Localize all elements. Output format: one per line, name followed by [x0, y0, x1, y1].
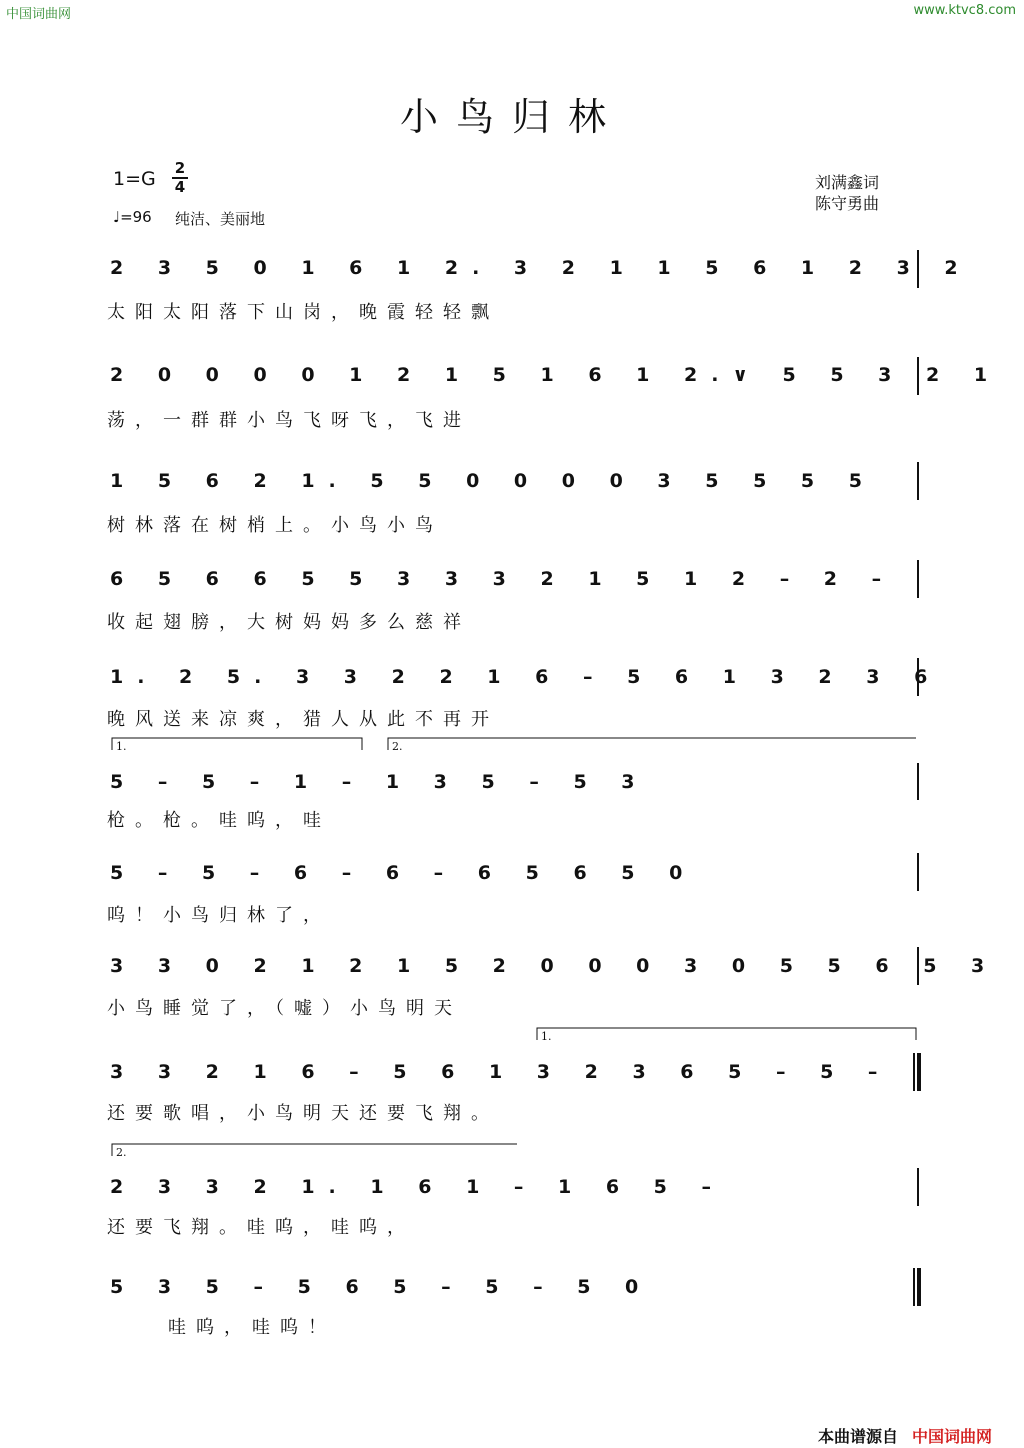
ending-1-label: 1.	[116, 740, 127, 753]
footer-site[interactable]: 中国词曲网	[912, 1427, 993, 1446]
footer-source: 本曲谱源自	[818, 1427, 899, 1446]
row-11-notes: 5 3 5 – 5 6 5 – 5 – 5 0	[110, 1276, 653, 1298]
row-7-lyrics: 呜！小鸟归林了，	[107, 905, 331, 926]
row-8-notes: 3 3 0 2 1 2 1 5 2 0 0 0 3 0 5 5 6 5 3	[110, 955, 999, 977]
row-9-notes: 3 3 2 1 6 – 5 6 1 3 2 3 6 5 – 5 –	[110, 1061, 892, 1083]
key-signature: 1=G	[113, 168, 156, 190]
row-7-notes: 5 – 5 – 6 – 6 – 6 5 6 5 0	[110, 862, 697, 884]
site-name-left[interactable]: 中国词曲网	[6, 7, 72, 22]
time-signature-top: 2	[174, 159, 186, 177]
row-1-lyrics: 太阳太阳落下山岗，晚霞轻轻飘	[107, 302, 499, 323]
row-5-notes: 1. 2 5. 3 3 2 2 1 6 – 5 6 1 3 2 3 6	[110, 666, 942, 688]
mood-marking: 纯洁、美丽地	[175, 210, 266, 228]
row-5-lyrics: 晚风送来凉爽，猎人从此不再开	[107, 709, 499, 730]
row-10-notes: 2 3 3 2 1. 1 6 1 – 1 6 5 –	[110, 1176, 726, 1198]
song-title: 小鸟归林	[399, 95, 624, 139]
tempo-marking: ♩=96	[113, 208, 152, 226]
row-3-lyrics: 树林落在树梢上。小鸟小鸟	[107, 515, 443, 536]
row-4-lyrics: 收起翅膀，大树妈妈多么慈祥	[107, 612, 471, 633]
footer-attribution	[818, 1424, 992, 1447]
composer-credit: 陈守勇曲	[815, 194, 880, 213]
lyricist-credit: 刘满鑫词	[815, 173, 880, 192]
row-6-notes: 5 – 5 – 1 – 1 3 5 – 5 3	[110, 771, 649, 793]
row-1-notes: 2 3 5 0 1 6 1 2. 3 2 1 1 5 6 1 2 3 2	[110, 257, 972, 279]
row-10-lyrics: 还要飞翔。哇呜，哇呜，	[107, 1217, 415, 1238]
row-3-notes: 1 5 6 2 1. 5 5 0 0 0 0 3 5 5 5 5	[110, 470, 876, 492]
row-9-lyrics: 还要歌唱，小鸟明天还要飞翔。	[107, 1103, 499, 1124]
row-6-lyrics: 枪。枪。哇呜，哇	[107, 810, 331, 831]
ending-2-label-b: 2.	[116, 1146, 127, 1159]
ending-2-label: 2.	[392, 740, 403, 753]
row-8-lyrics: 小鸟睡觉了，（嘘）小鸟明天	[107, 998, 462, 1019]
site-url[interactable]: www.ktvc8.com	[913, 3, 1016, 18]
row-11-lyrics: 哇呜，哇呜！	[168, 1317, 336, 1338]
ending-1-label-b: 1.	[541, 1030, 552, 1043]
row-4-notes: 6 5 6 6 5 5 3 3 3 2 1 5 1 2 – 2 –	[110, 568, 896, 590]
time-signature-bottom: 4	[174, 178, 186, 196]
row-2-notes: 2 0 0 0 0 1 2 1 5 1 6 1 2.∨ 5 5 3 2 1	[110, 364, 1002, 386]
row-2-lyrics: 荡，一群群小鸟飞呀飞，飞进	[107, 410, 471, 431]
